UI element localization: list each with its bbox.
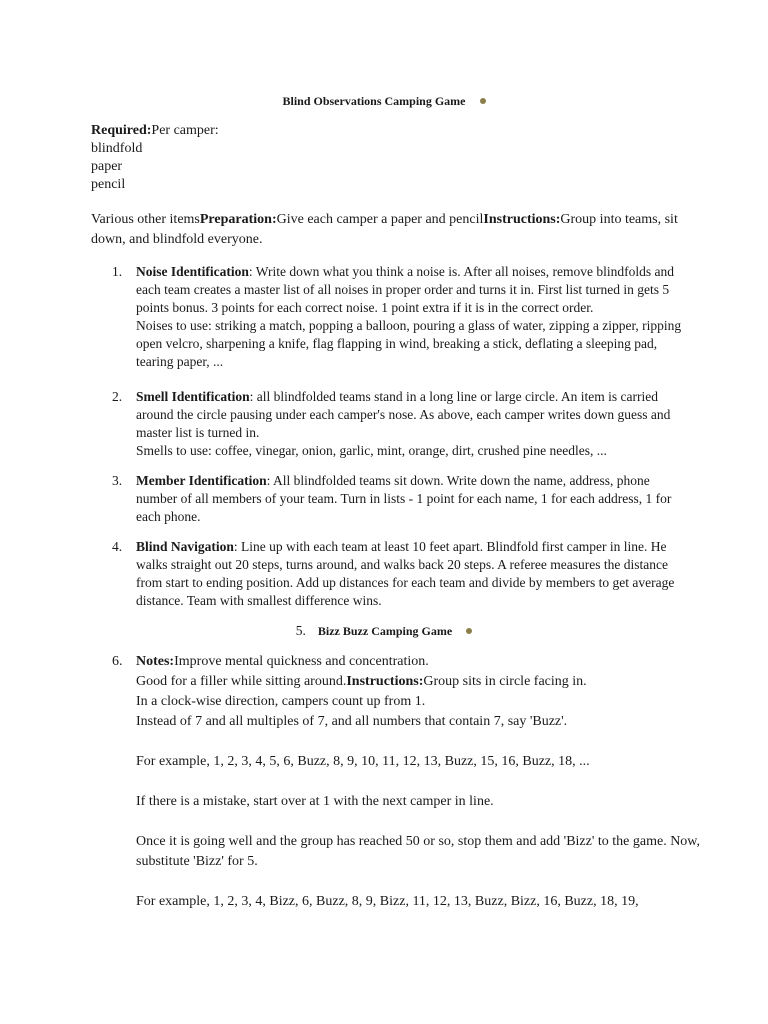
list-item bbox=[91, 472, 691, 526]
item-text: : all blindfolded teams stand in a long line or large circle. An item is carried around the circle pausing under each camper's nose. As above, each camper writes down guess and master list is turned in. bbox=[136, 389, 671, 440]
notes-text: Improve mental quickness and concentration. bbox=[174, 654, 429, 669]
required-item: blindfold bbox=[91, 141, 143, 156]
item-text: : Write down what you think a noise is. After all noises, remove blindfolds and each team creates a master list of all noises in proper order and turns it in. First list turned in gets 5 points bonus. 3 points for each correct noise. 1 point extra if it is in the correct order. bbox=[136, 264, 675, 315]
item-extra: Noises to use: striking a match, popping a balloon, pouring a glass of water, zipping a zipper, ripping open velcro, sharpening a knife, flag flapping in wind, breaking a stick, deflating a sleeping pad, tearing paper, ... bbox=[136, 318, 682, 369]
item-number: 1. bbox=[112, 264, 123, 279]
page-title bbox=[0, 94, 768, 109]
notes-example: For example, 1, 2, 3, 4, 5, 6, Buzz, 8, 9, 10, 11, 12, 13, Buzz, 15, 16, Buzz, 18, ... bbox=[136, 754, 590, 769]
list-item bbox=[91, 538, 691, 610]
item-extra: Smells to use: coffee, vinegar, onion, garlic, mint, orange, dirt, crushed pine needles, ... bbox=[136, 443, 607, 458]
subtitle-number: 5. bbox=[295, 623, 306, 638]
list-item bbox=[91, 263, 691, 371]
item-label: Smell Identification bbox=[136, 389, 250, 404]
section-subtitle bbox=[0, 623, 768, 639]
required-section bbox=[91, 122, 219, 194]
item-label: Blind Navigation bbox=[136, 539, 234, 554]
notes-line: Once it is going well and the group has reached 50 or so, stop them and add 'Bizz' to the game. Now, substitute 'Bizz' for 5. bbox=[136, 834, 700, 869]
item-number: 6. bbox=[112, 654, 123, 669]
notes-line: Instead of 7 and all multiples of 7, and all numbers that contain 7, say 'Buzz'. bbox=[136, 714, 568, 729]
item-text: : Line up with each team at least 10 feet apart. Blindfold first camper in line. He walks straight out 20 steps, turns around, and walks back 20 steps. A referee measures the distance from start to ending position. Add up distances for each team and divide by members to get average distance. Team with smallest difference wins. bbox=[136, 539, 675, 608]
notes-line: In a clock-wise direction, campers count up from 1. bbox=[136, 694, 426, 709]
preparation-label: Preparation: bbox=[199, 212, 277, 227]
bullet-dot-icon bbox=[480, 98, 486, 104]
notes-line: If there is a mistake, start over at 1 with the next camper in line. bbox=[136, 794, 494, 809]
instructions-label: Instructions: bbox=[346, 674, 424, 689]
instructions-label: Instructions: bbox=[483, 212, 561, 227]
required-label: Required: bbox=[91, 123, 152, 138]
item-label: Noise Identification bbox=[136, 264, 249, 279]
title-text: Blind Observations Camping Game bbox=[282, 94, 466, 108]
intro-text: Various other items bbox=[91, 212, 200, 227]
item-number: 2. bbox=[112, 389, 123, 404]
notes-line: Group sits in circle facing in. bbox=[423, 674, 587, 689]
preparation-text: Give each camper a paper and pencil bbox=[276, 212, 484, 227]
item-number: 4. bbox=[112, 539, 123, 554]
item-label: Member Identification bbox=[136, 473, 267, 488]
notes-line: Good for a filler while sitting around. bbox=[136, 674, 347, 689]
notes-example: For example, 1, 2, 3, 4, Bizz, 6, Buzz, 8, 9, Bizz, 11, 12, 13, Buzz, Bizz, 16, Buzz, 18, 19, bbox=[136, 894, 639, 909]
notes-section bbox=[91, 652, 711, 912]
required-per: Per camper: bbox=[151, 123, 219, 138]
item-text: : All blindfolded teams sit down. Write down the name, address, phone number of all members of your team. Turn in lists - 1 point for each name, 1 for each address, 1 for each phone. bbox=[136, 473, 672, 524]
bullet-dot-icon bbox=[466, 628, 472, 634]
intro-paragraph bbox=[91, 210, 691, 250]
required-item: paper bbox=[91, 159, 123, 174]
item-number: 3. bbox=[112, 473, 123, 488]
instructions-text: Group into teams, sit down, and blindfold everyone. bbox=[91, 212, 678, 247]
notes-label: Notes: bbox=[136, 654, 175, 669]
subtitle-text: Bizz Buzz Camping Game bbox=[317, 624, 453, 638]
list-item bbox=[91, 388, 691, 460]
required-item: pencil bbox=[91, 177, 126, 192]
